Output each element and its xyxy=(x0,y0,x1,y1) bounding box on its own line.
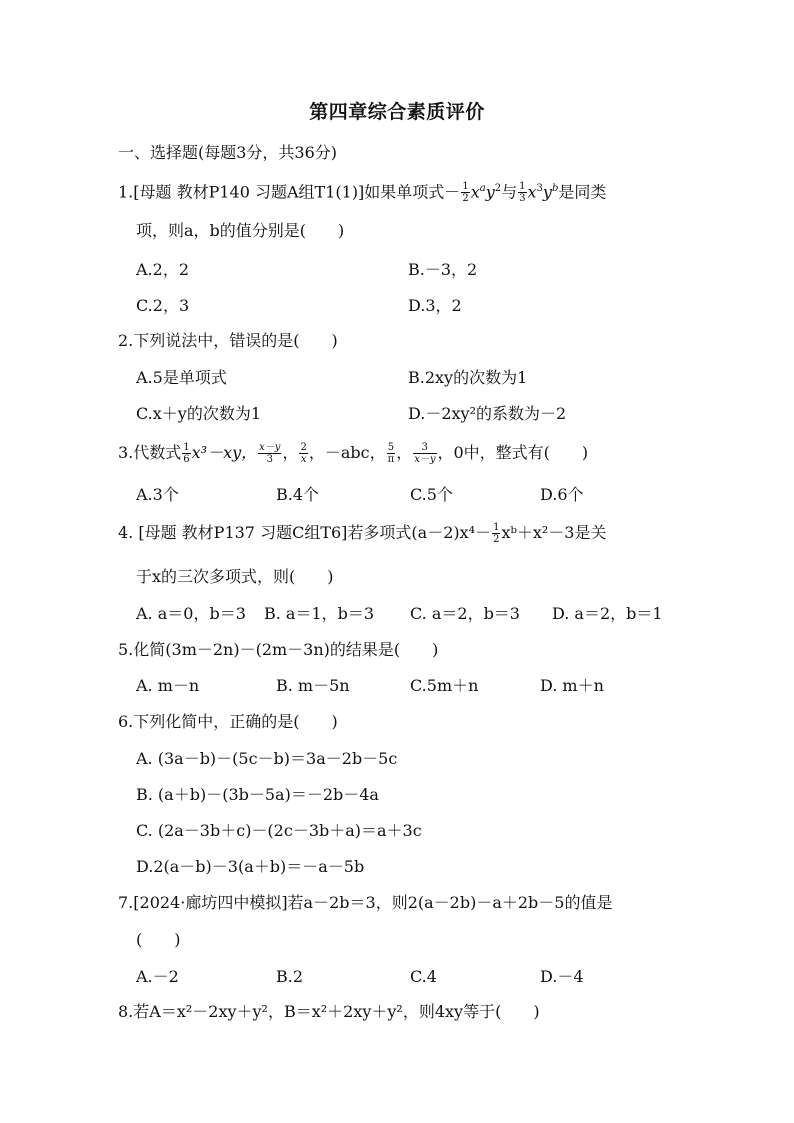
fraction: $\frac{x-y}{3}$ xyxy=(259,442,281,465)
question-3-option-c[interactable]: C.5个 xyxy=(410,485,453,504)
question-6-option-d[interactable]: D.2(a－b)－3(a＋b)＝－a－5b xyxy=(136,857,365,876)
question-4-option-c[interactable]: C. a＝2，b＝3 xyxy=(410,604,520,623)
fraction: $\frac{5}{\pi}$ xyxy=(387,442,395,465)
question-6-stem: 6.下列化简中，正确的是( ) xyxy=(118,712,338,731)
question-7-option-b[interactable]: B.2 xyxy=(276,967,304,986)
question-2-option-c[interactable]: C.x＋y的次数为1 xyxy=(136,404,262,423)
question-7-option-d[interactable]: D.－4 xyxy=(540,967,584,986)
question-5-stem: 5.化简(3m－2n)－(2m－3n)的结果是( ) xyxy=(118,640,439,659)
question-4-option-a[interactable]: A. a＝0，b＝3 xyxy=(136,604,246,623)
question-7-continuation: ( ) xyxy=(136,930,181,949)
question-8-stem: 8.若A＝x²－2xy＋y²，B＝x²＋2xy＋y²，则4xy等于( ) xyxy=(118,1002,540,1021)
question-2-option-d[interactable]: D.－2xy²的系数为－2 xyxy=(408,404,567,423)
question-7-option-c[interactable]: C.4 xyxy=(410,967,437,986)
question-2-stem: 2.下列说法中，错误的是( ) xyxy=(118,331,338,350)
question-1-option-d[interactable]: D.3，2 xyxy=(408,296,462,315)
question-4-option-b[interactable]: B. a＝1，b＝3 xyxy=(264,604,375,623)
fraction: $\frac{1}{3}$ xyxy=(519,181,526,205)
question-1-option-a[interactable]: A.2，2 xyxy=(136,260,190,279)
question-5-option-a[interactable]: A. m－n xyxy=(136,676,200,695)
question-5-option-c[interactable]: C.5m＋n xyxy=(410,676,479,695)
question-7-option-a[interactable]: A.－2 xyxy=(136,967,179,986)
fraction: $\frac{3}{x-y}$ xyxy=(414,442,436,465)
fraction: $\frac{1}{6}$ xyxy=(183,442,190,465)
question-5-option-b[interactable]: B. m－5n xyxy=(276,676,350,695)
question-1-stem: 1.[母题 教材P140 习题A组T1(1)]如果单项式－ $\frac{1}{2}$ $x^ay^2$与 $\frac{1}{3}$ $x^3y^b$是同类 xyxy=(118,181,607,205)
question-4-continuation: 于x的三次多项式，则( ) xyxy=(136,567,334,586)
fraction: $\frac{2}{x}$ xyxy=(300,442,307,465)
question-1-option-c[interactable]: C.2，3 xyxy=(136,296,190,315)
question-7-stem: 7.[2024·廊坊四中模拟]若a－2b＝3，则2(a－2b)－a＋2b－5的值是 xyxy=(118,893,613,912)
question-6-option-a[interactable]: A. (3a－b)－(5c－b)＝3a－2b－5c xyxy=(136,749,398,768)
fraction: $\frac{1}{2}$ xyxy=(462,181,469,205)
page-title: 第四章综合素质评价 xyxy=(309,101,485,123)
question-6-option-c[interactable]: C. (2a－3b＋c)－(2c－3b＋a)＝a＋3c xyxy=(136,821,422,840)
question-3-option-a[interactable]: A.3个 xyxy=(136,485,179,504)
question-4-option-d[interactable]: D. a＝2，b＝1 xyxy=(552,604,663,623)
section-heading: 一、选择题(每题3分，共36分) xyxy=(118,143,338,162)
question-2-option-b[interactable]: B.2xy的次数为1 xyxy=(408,368,528,387)
question-2-option-a[interactable]: A.5是单项式 xyxy=(136,368,227,387)
question-4-stem: 4. [母题 教材P137 习题C组T6]若多项式(a－2)x⁴－ $\frac{1}{2}$ xᵇ＋x²－3是关 xyxy=(118,522,607,545)
question-1-option-b[interactable]: B.－3，2 xyxy=(408,260,478,279)
question-3-option-b[interactable]: B.4个 xyxy=(276,485,320,504)
question-3-option-d[interactable]: D.6个 xyxy=(540,485,584,504)
fraction: $\frac{1}{2}$ xyxy=(493,522,500,545)
question-3-stem: 3.代数式 $\frac{1}{6}$ x³－xy， $\frac{x-y}{3}$ ， $\frac{2}{x}$ ，－abc， $\frac{5}{\pi}$ ， $\frac{3}{x-y}$ ，0中，整式有( ) xyxy=(118,442,589,465)
question-5-option-d[interactable]: D. m＋n xyxy=(540,676,604,695)
question-6-option-b[interactable]: B. (a＋b)－(3b－5a)＝－2b－4a xyxy=(136,785,379,804)
question-1-continuation: 项，则a，b的值分别是( ) xyxy=(136,221,345,240)
